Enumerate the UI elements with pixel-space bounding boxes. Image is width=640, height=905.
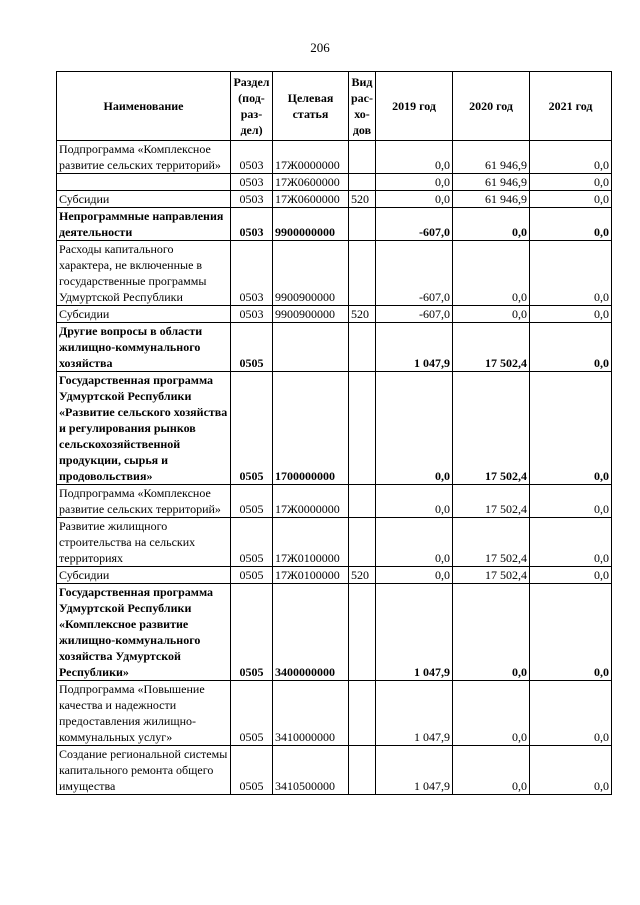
header-target: Целевая статья (273, 72, 349, 141)
table-row (57, 208, 612, 241)
cell-name: Расходы капитального характера, не включенные в государственные программы Удмуртской Республики (57, 241, 231, 306)
cell-target-code (273, 323, 349, 372)
cell-target-code: 3410500000 (273, 746, 349, 795)
cell-2019: 0,0 (376, 141, 453, 174)
cell-2021: 0,0 (530, 306, 612, 323)
cell-name: Развитие жилищного строительства на сельских территориях (57, 518, 231, 567)
table-row (57, 372, 612, 485)
cell-2020: 17 502,4 (453, 567, 530, 584)
table-row (57, 746, 612, 795)
header-expense-type: Вид рас-хо-дов (349, 72, 376, 141)
cell-expense-type (349, 518, 376, 567)
cell-expense-type (349, 323, 376, 372)
cell-target-code: 17Ж0600000 (273, 191, 349, 208)
cell-2020: 61 946,9 (453, 174, 530, 191)
cell-target-code: 17Ж0000000 (273, 485, 349, 518)
cell-expense-type (349, 208, 376, 241)
cell-expense-type (349, 746, 376, 795)
header-name: Наименование (57, 72, 231, 141)
cell-target-code: 17Ж0100000 (273, 567, 349, 584)
cell-2020: 0,0 (453, 681, 530, 746)
cell-2020: 0,0 (453, 306, 530, 323)
cell-2019: -607,0 (376, 306, 453, 323)
cell-2021: 0,0 (530, 681, 612, 746)
cell-target-code: 9900900000 (273, 306, 349, 323)
cell-2021: 0,0 (530, 241, 612, 306)
cell-2019: 0,0 (376, 174, 453, 191)
cell-expense-type (349, 485, 376, 518)
table-row (57, 141, 612, 174)
table-row (57, 584, 612, 681)
header-2020: 2020 год (453, 72, 530, 141)
cell-section: 0505 (231, 584, 273, 681)
cell-name: Создание региональной системы капитального ремонта общего имущества (57, 746, 231, 795)
cell-name: Государственная программа Удмуртской Республики «Комплексное развитие жилищно-коммунального хозяйства Удмуртской Республики» (57, 584, 231, 681)
cell-2020: 0,0 (453, 584, 530, 681)
cell-section: 0505 (231, 372, 273, 485)
cell-expense-type (349, 372, 376, 485)
cell-target-code: 3410000000 (273, 681, 349, 746)
cell-2021: 0,0 (530, 141, 612, 174)
cell-2021: 0,0 (530, 208, 612, 241)
table-row (57, 323, 612, 372)
cell-section: 0503 (231, 306, 273, 323)
cell-target-code: 17Ж0100000 (273, 518, 349, 567)
cell-name: Субсидии (57, 191, 231, 208)
table-row (57, 191, 612, 208)
cell-2020: 0,0 (453, 208, 530, 241)
cell-2019: -607,0 (376, 208, 453, 241)
cell-2020: 17 502,4 (453, 485, 530, 518)
cell-2021: 0,0 (530, 518, 612, 567)
cell-2021: 0,0 (530, 323, 612, 372)
header-section: Раздел (под-раз-дел) (231, 72, 273, 141)
cell-2020: 17 502,4 (453, 323, 530, 372)
cell-2019: 0,0 (376, 518, 453, 567)
cell-2019: 1 047,9 (376, 323, 453, 372)
cell-target-code: 9900900000 (273, 241, 349, 306)
cell-section: 0503 (231, 241, 273, 306)
cell-section: 0505 (231, 323, 273, 372)
cell-2021: 0,0 (530, 746, 612, 795)
cell-2020: 17 502,4 (453, 372, 530, 485)
cell-2019: 1 047,9 (376, 681, 453, 746)
cell-section: 0503 (231, 174, 273, 191)
cell-target-code: 17Ж0000000 (273, 141, 349, 174)
cell-2019: 0,0 (376, 567, 453, 584)
cell-2021: 0,0 (530, 372, 612, 485)
cell-section: 0503 (231, 141, 273, 174)
cell-2021: 0,0 (530, 174, 612, 191)
header-2019: 2019 год (376, 72, 453, 141)
cell-section: 0503 (231, 191, 273, 208)
cell-2020: 17 502,4 (453, 518, 530, 567)
table-row (57, 174, 612, 191)
cell-target-code: 17Ж0600000 (273, 174, 349, 191)
cell-section: 0505 (231, 681, 273, 746)
cell-expense-type: 520 (349, 306, 376, 323)
cell-expense-type (349, 584, 376, 681)
table-header-row (57, 72, 612, 141)
cell-2021: 0,0 (530, 584, 612, 681)
cell-name: Государственная программа Удмуртской Республики «Развитие сельского хозяйства и регулирования рынков сельскохозяйственной продукции, сырья и продовольствия» (57, 372, 231, 485)
cell-section: 0505 (231, 518, 273, 567)
table-row (57, 567, 612, 584)
table-row (57, 485, 612, 518)
cell-expense-type (349, 241, 376, 306)
cell-section: 0505 (231, 746, 273, 795)
cell-2020: 0,0 (453, 746, 530, 795)
cell-expense-type: 520 (349, 191, 376, 208)
cell-target-code: 1700000000 (273, 372, 349, 485)
cell-2021: 0,0 (530, 485, 612, 518)
cell-name: Другие вопросы в области жилищно-коммунального хозяйства (57, 323, 231, 372)
cell-section: 0505 (231, 485, 273, 518)
cell-2021: 0,0 (530, 567, 612, 584)
header-2021: 2021 год (530, 72, 612, 141)
cell-name: Непрограммные направления деятельности (57, 208, 231, 241)
cell-2019: 1 047,9 (376, 746, 453, 795)
cell-2019: 0,0 (376, 191, 453, 208)
cell-2019: 1 047,9 (376, 584, 453, 681)
cell-expense-type: 520 (349, 567, 376, 584)
budget-table (56, 71, 612, 795)
cell-name: Подпрограмма «Комплексное развитие сельских территорий» (57, 485, 231, 518)
cell-name: Подпрограмма «Повышение качества и надежности предоставления жилищно-коммунальных услуг» (57, 681, 231, 746)
cell-target-code: 3400000000 (273, 584, 349, 681)
table-row (57, 241, 612, 306)
table-row (57, 518, 612, 567)
cell-2019: -607,0 (376, 241, 453, 306)
cell-target-code: 9900000000 (273, 208, 349, 241)
cell-section: 0505 (231, 567, 273, 584)
cell-expense-type (349, 141, 376, 174)
cell-name: Субсидии (57, 306, 231, 323)
cell-expense-type (349, 174, 376, 191)
cell-name: Субсидии (57, 567, 231, 584)
cell-2019: 0,0 (376, 372, 453, 485)
cell-2020: 0,0 (453, 241, 530, 306)
cell-section: 0503 (231, 208, 273, 241)
cell-expense-type (349, 681, 376, 746)
cell-2020: 61 946,9 (453, 191, 530, 208)
table-row (57, 306, 612, 323)
cell-name: Подпрограмма «Комплексное развитие сельских территорий» (57, 141, 231, 174)
table-row (57, 681, 612, 746)
page-number: 206 (310, 40, 330, 55)
cell-2019: 0,0 (376, 485, 453, 518)
cell-name (57, 174, 231, 191)
cell-2020: 61 946,9 (453, 141, 530, 174)
cell-2021: 0,0 (530, 191, 612, 208)
